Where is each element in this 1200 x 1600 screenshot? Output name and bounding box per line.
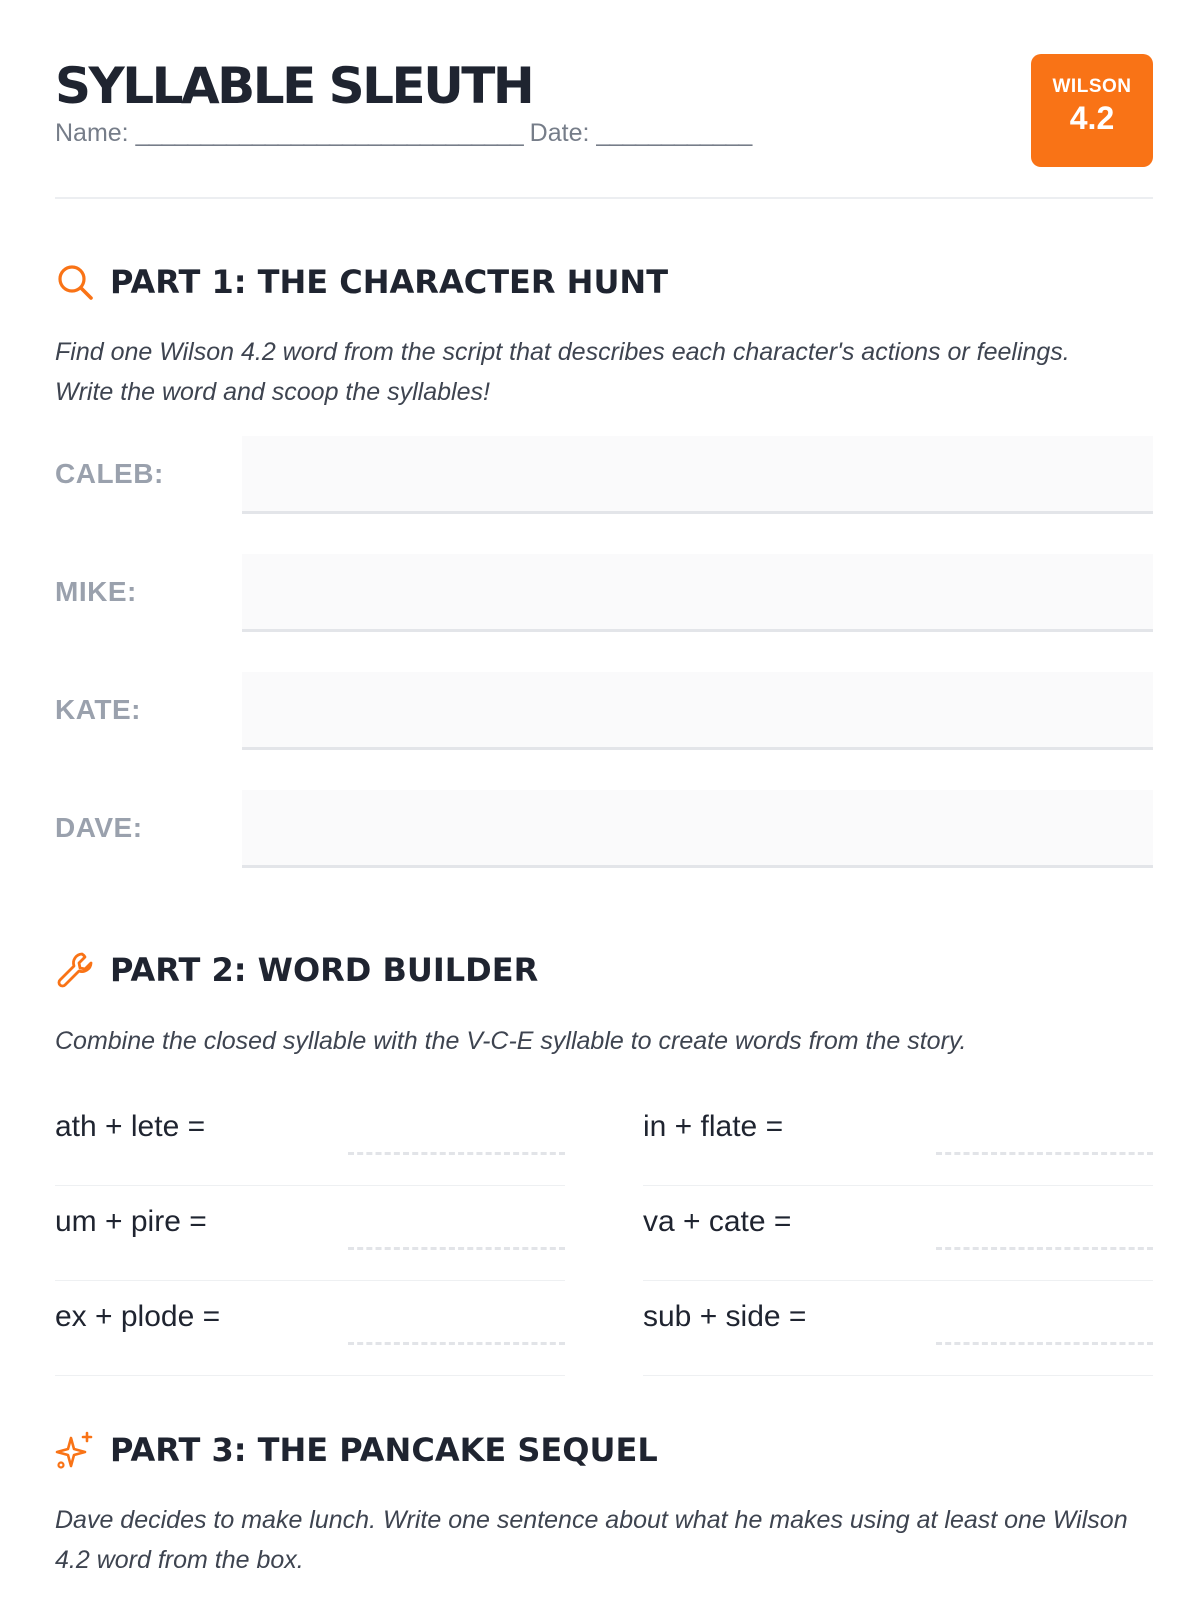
character-answer-field[interactable] xyxy=(242,436,1153,514)
word-answer-blank[interactable] xyxy=(348,1152,565,1155)
part2-title: PART 2: WORD BUILDER xyxy=(110,951,539,989)
name-blank[interactable]: ______________________________ xyxy=(135,119,523,147)
part3-title: PART 3: THE PANCAKE SEQUEL xyxy=(110,1431,658,1469)
word-answer-blank[interactable] xyxy=(936,1152,1153,1155)
syllable-equation: ath + lete = xyxy=(55,1110,206,1143)
character-answer-field[interactable] xyxy=(242,554,1153,632)
word-builder-item xyxy=(643,1090,1153,1186)
part1-heading xyxy=(55,262,668,302)
magnifier-icon xyxy=(55,262,95,302)
wrench-icon xyxy=(55,950,95,990)
character-row xyxy=(55,554,1153,632)
worksheet-header xyxy=(55,52,1153,199)
name-label: Name: xyxy=(55,119,129,147)
word-answer-blank[interactable] xyxy=(936,1247,1153,1250)
word-answer-blank[interactable] xyxy=(936,1342,1153,1345)
sparkles-icon xyxy=(55,1430,95,1470)
worksheet-title: SYLLABLE SLEUTH xyxy=(55,57,533,115)
character-label: MIKE: xyxy=(55,576,137,607)
word-builder-item xyxy=(55,1280,565,1376)
part2-instructions: Combine the closed syllable with the V-C-E syllable to create words from the story. xyxy=(55,1027,967,1055)
syllable-equation: sub + side = xyxy=(643,1300,807,1333)
character-answer-field[interactable] xyxy=(242,790,1153,868)
character-row xyxy=(55,672,1153,750)
word-builder-item xyxy=(643,1185,1153,1281)
character-label: CALEB: xyxy=(55,458,164,489)
badge-number: 4.2 xyxy=(1069,100,1115,136)
part1-title: PART 1: THE CHARACTER HUNT xyxy=(110,263,669,301)
date-label: Date: xyxy=(529,119,590,147)
character-answer-field[interactable] xyxy=(242,672,1153,750)
character-label: DAVE: xyxy=(55,812,143,843)
character-label: KATE: xyxy=(55,694,141,725)
date-blank[interactable]: ____________ xyxy=(596,119,752,147)
word-answer-blank[interactable] xyxy=(348,1342,565,1345)
syllable-equation: in + flate = xyxy=(643,1110,784,1143)
part2-heading xyxy=(55,950,538,990)
syllable-equation: va + cate = xyxy=(643,1205,792,1238)
syllable-equation: um + pire = xyxy=(55,1205,207,1238)
badge-label: WILSON xyxy=(1052,76,1132,97)
word-answer-blank[interactable] xyxy=(348,1247,565,1250)
part3-instructions: Dave decides to make lunch. Write one sentence about what he makes using at least one Wilson 4.2 word from the box. xyxy=(55,1506,1128,1574)
part3-heading xyxy=(55,1430,658,1470)
word-builder-item xyxy=(55,1185,565,1281)
character-row xyxy=(55,790,1153,868)
part1-instructions: Find one Wilson 4.2 word from the script that describes each character's actions or feelings. Write the word and scoop the syllables! xyxy=(55,338,1070,406)
wilson-level-badge xyxy=(1031,54,1153,167)
word-builder-item xyxy=(643,1280,1153,1376)
name-date-line xyxy=(55,119,751,148)
word-builder-item xyxy=(55,1090,565,1186)
character-row xyxy=(55,436,1153,514)
syllable-equation: ex + plode = xyxy=(55,1300,221,1333)
